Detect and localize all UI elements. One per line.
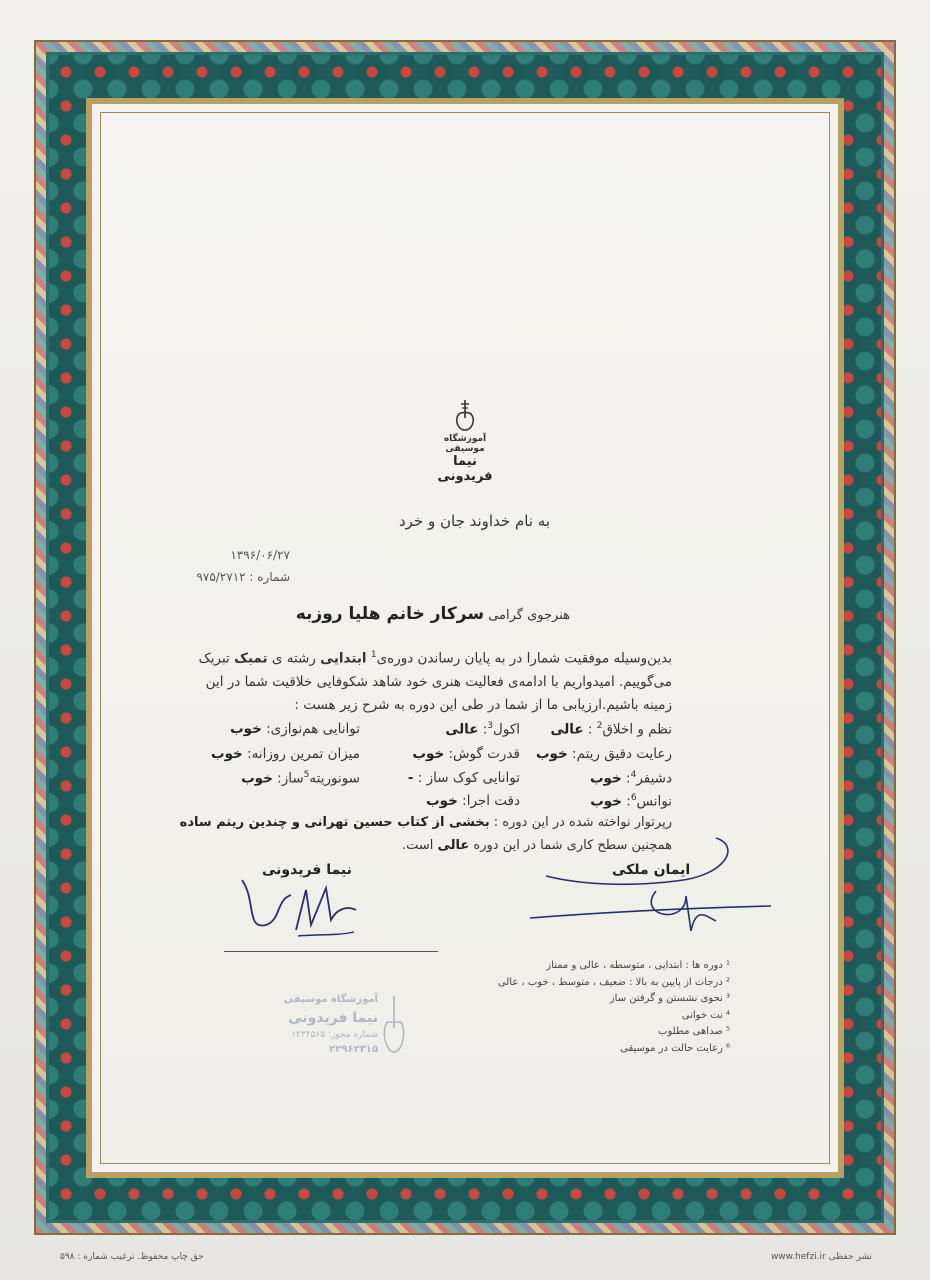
para-text: است.	[401, 838, 434, 853]
basmala-heading: به نام خداوند جان و خرد	[398, 512, 550, 530]
eval-item	[426, 793, 520, 809]
footnote: ⁴ نت خوانی	[681, 1009, 730, 1021]
salutation-prefix: هنرجوی گرامی	[488, 608, 570, 623]
eval-sep: :	[583, 721, 597, 738]
eval-value: خوب	[426, 793, 458, 809]
stamp-violin-icon	[380, 994, 408, 1056]
eval-value: خوب	[230, 721, 262, 737]
document-date: ۱۳۹۶/۰۶/۲۷	[230, 548, 290, 562]
eval-item	[536, 746, 672, 762]
eval-item	[551, 721, 672, 738]
eval-sep: :	[621, 770, 631, 787]
eval-value: خوب	[241, 770, 273, 787]
eval-item	[211, 746, 360, 762]
signature-name-left: نیما فریدونی	[262, 862, 352, 878]
overall-level: عالی	[437, 838, 470, 853]
recipient-name: سرکار خانم هلیا روزبه	[295, 604, 485, 624]
stamp-phone: ۲۲۹۶۲۳۱۵	[329, 1044, 378, 1055]
paragraph-line-1	[199, 650, 672, 667]
stamp-line1: آموزشگاه موسیقی	[283, 994, 378, 1005]
footnote-ref: 4	[630, 770, 637, 780]
para-text: بدین‌وسیله موفقیت شمارا در به پایان رساندن دوره‌ی	[376, 650, 672, 667]
eval-label: میزان تمرین روزانه:	[247, 746, 360, 762]
violin-icon	[450, 398, 480, 434]
eval-sep: :	[478, 721, 488, 738]
school-logo	[430, 398, 500, 484]
logo-line1: آموزشگاه موسیقی	[443, 434, 487, 454]
eval-value: خوب	[590, 793, 622, 810]
signature-line-left	[224, 951, 438, 952]
eval-label: نظم و اخلاق	[602, 721, 672, 738]
eval-value: عالی	[550, 721, 584, 738]
para-text: تبریک	[198, 650, 230, 667]
eval-item	[445, 721, 520, 738]
eval-sep: :	[621, 793, 631, 810]
paragraph-line-3: زمینه باشیم.ارزیابی ما از شما در طی این دوره به شرح زیر هست :	[294, 697, 672, 713]
logo-line2: نیما فریدونی	[437, 454, 493, 484]
footnote: ⁶ رعایت حالت در موسیقی	[620, 1042, 730, 1054]
repertoire-value: بخشی از کتاب حسین تهرانی و چندین ریتم ساده	[179, 815, 490, 830]
footer-publisher: نشر حفظی www.hefzi.ir	[770, 1252, 872, 1262]
footnote: ³ نحوی نشستن و گرفتن ساز	[609, 993, 730, 1004]
instrument-name: تمبک	[234, 650, 268, 667]
eval-item	[590, 793, 672, 810]
repertoire-label: رپرتوار نواخته شده در این دوره :	[493, 815, 672, 830]
stamp-line2: نیما فریدونی	[288, 1010, 378, 1026]
eval-value: خوب	[589, 770, 622, 787]
para-text: همچنین سطح کاری شما در این دوره	[473, 838, 672, 853]
paragraph-line-2: می‌گوییم. امیدواریم با ادامه‌ی فعالیت هنری خود شاهد شکوفایی خلاقیت شما در این	[205, 674, 672, 690]
stamp-license: شماره مجوز: ۱۲۳۴۵۶۵	[291, 1030, 378, 1040]
eval-label: قدرت گوش:	[448, 746, 520, 762]
eval-item	[241, 770, 360, 787]
eval-label: توانایی هم‌نوازی:	[266, 721, 360, 737]
signature-name-right: ایمان ملکی	[612, 862, 691, 878]
eval-value: عالی	[445, 721, 479, 738]
eval-label: دقت اجرا:	[462, 793, 520, 809]
eval-label: توانایی کوک ساز :	[417, 770, 520, 786]
salutation	[296, 604, 570, 624]
eval-item	[408, 770, 520, 786]
eval-label: دشیفر	[636, 770, 672, 787]
footnote: ² درجات از پایین به بالا : ضعیف ، متوسط ، خوب ، عالی	[497, 976, 730, 988]
document-number: شماره : ۹۷۵/۲۷۱۲	[196, 570, 290, 584]
footnote-ref: 2	[596, 721, 603, 731]
footnote-ref: 5	[303, 770, 310, 780]
footnotes	[498, 958, 730, 1057]
footnote: ⁵ صداهی مطلوب	[658, 1026, 730, 1037]
footnote-ref: 1	[370, 650, 377, 660]
eval-value: خوب	[412, 746, 445, 762]
eval-label: نوانس	[636, 793, 672, 810]
eval-item	[590, 770, 672, 787]
eval-value: -	[407, 770, 414, 786]
footnote-ref: 6	[630, 793, 637, 803]
eval-label: سونوریته	[309, 770, 360, 787]
eval-sep: ساز:	[272, 770, 304, 787]
signature-scribble-left	[236, 870, 366, 950]
footnote: ¹ دوره ها : ابتدایی ، متوسطه ، عالی و ممتاز	[546, 960, 730, 971]
eval-value: خوب	[535, 746, 568, 762]
para-text: رشته ی	[271, 650, 316, 667]
eval-item	[412, 746, 520, 762]
footnote-ref: 3	[487, 721, 494, 731]
signature-scribble-right	[526, 826, 776, 936]
school-stamp	[262, 990, 408, 1060]
course-level: ابتدایی	[320, 650, 367, 667]
eval-label: اکول	[493, 721, 520, 738]
eval-item	[230, 721, 360, 737]
footer-copyright: حق چاپ محفوظ. ترغیب شماره : ۵۹۸	[60, 1252, 204, 1262]
eval-value: خوب	[211, 746, 243, 762]
eval-label: رعایت دقیق ریتم:	[572, 746, 672, 762]
